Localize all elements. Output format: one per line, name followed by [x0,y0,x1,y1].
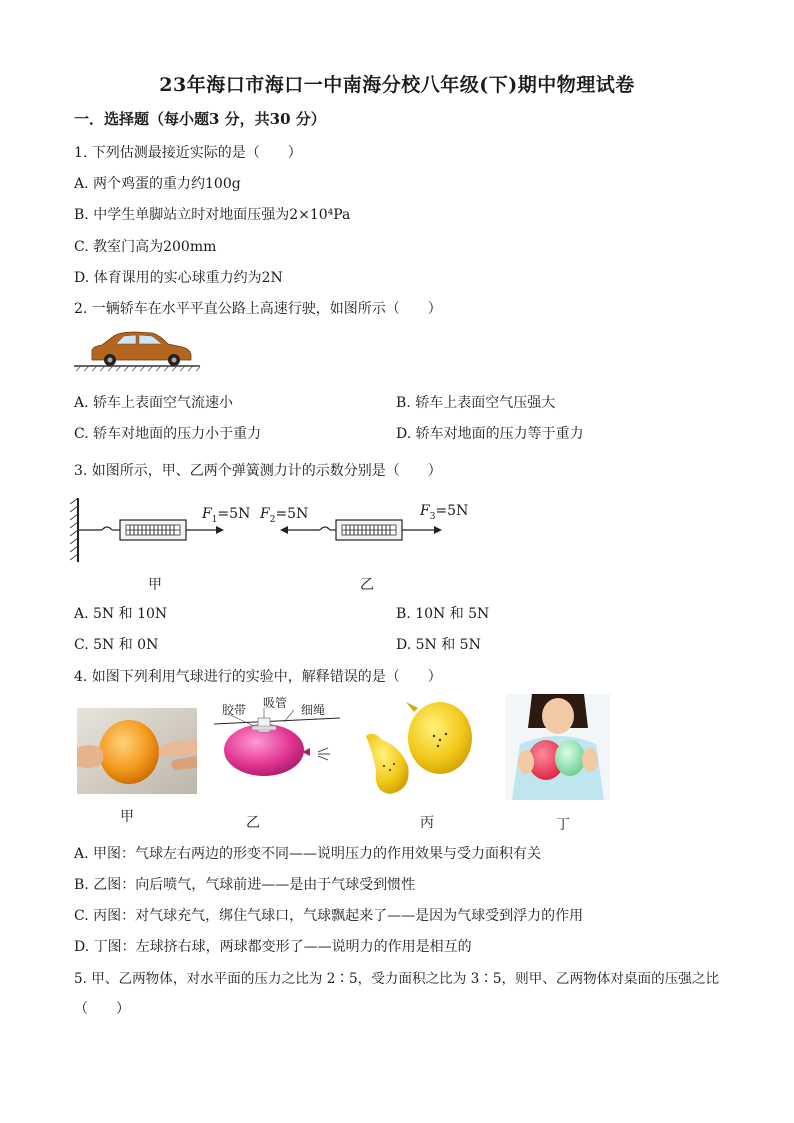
force-f3-value: =5N [435,503,469,519]
question-2-option-d: D. 轿车对地面的压力等于重力 [396,426,584,442]
question-3-option-c: C. 5N 和 0N [74,637,159,653]
girl-balloons-photo-ding [506,694,610,800]
force-f1-label [202,506,250,525]
force-f3-label [420,503,468,522]
force-f2-label [260,506,308,525]
figure-label-jia: 甲 [148,577,162,593]
figure-label-yi-2: 乙 [246,815,260,831]
question-4-option-c: C. 丙图：对气球充气，绑住气球口，气球飘起来了——是因为气球受到浮力的作用 [74,908,584,924]
force-f3-subscript: 3 [429,511,436,522]
question-4-option-b: B. 乙图：向后喷气，气球前进——是由于气球受到惯性 [74,877,416,893]
question-5-stem-continued: （ ） [74,1001,130,1017]
question-1-option-a: A. 两个鸡蛋的重力约100g [74,176,241,192]
force-f1-value: =5N [217,506,251,522]
question-5-stem: 5. 甲、乙两物体，对水平面的压力之比为 2∶5，受力面积之比为 3∶5，则甲、乙两物体对桌面的压强之比 [74,971,720,987]
figure-label-ding: 丁 [556,817,570,833]
question-4-option-a: A. 甲图：气球左右两边的形变不同——说明压力的作用效果与受力面积有关 [74,846,542,862]
question-3-option-b: B. 10N 和 5N [396,606,490,622]
section-heading: 一．选择题（每小题3 分，共30 分） [74,110,326,128]
question-1-option-d: D. 体育课用的实心球重力约为2N [74,270,283,286]
car-figure [72,324,202,372]
label-tape: 胶带 [222,703,247,717]
spring-scale-figure [70,494,470,566]
question-1-stem: 1. 下列估测最接近实际的是（ ） [74,145,302,161]
question-2-option-a: A. 轿车上表面空气流速小 [74,395,234,411]
force-f2-symbol: F [260,506,270,522]
force-f1-subscript: 1 [211,514,218,525]
page-title: 23年海口市海口一中南海分校八年级(下)期中物理试卷 [159,74,635,96]
question-4-stem: 4. 如图下列利用气球进行的实验中，解释错误的是（ ） [74,669,442,685]
question-1-option-b: B. 中学生单脚站立时对地面压强为2×10⁴Pa [74,207,351,223]
force-f1-symbol: F [202,506,212,522]
question-4-option-d: D. 丁图：左球挤右球，两球都变形了——说明力的作用是相互的 [74,939,472,955]
question-3-option-d: D. 5N 和 5N [396,637,481,653]
balloon-photo-jia [77,708,197,794]
label-straw: 吸管 [263,696,288,710]
question-2-option-b: B. 轿车上表面空气压强大 [396,395,556,411]
question-2-stem: 2. 一辆轿车在水平平直公路上高速行驶，如图所示（ ） [74,301,442,317]
force-f2-subscript: 2 [269,514,276,525]
question-3-option-a: A. 5N 和 10N [74,606,168,622]
question-3-stem: 3. 如图所示，甲、乙两个弹簧测力计的示数分别是（ ） [74,463,442,479]
question-1-option-c: C. 教室门高为200mm [74,239,217,255]
label-string: 细绳 [301,703,326,717]
figure-label-jia-2: 甲 [120,809,134,825]
force-f3-symbol: F [420,503,430,519]
figure-label-yi: 乙 [360,577,374,593]
force-f2-value: =5N [275,506,309,522]
yellow-balloons-bing [360,696,480,798]
figure-label-bing: 丙 [420,815,434,831]
question-2-option-c: C. 轿车对地面的压力小于重力 [74,426,262,442]
